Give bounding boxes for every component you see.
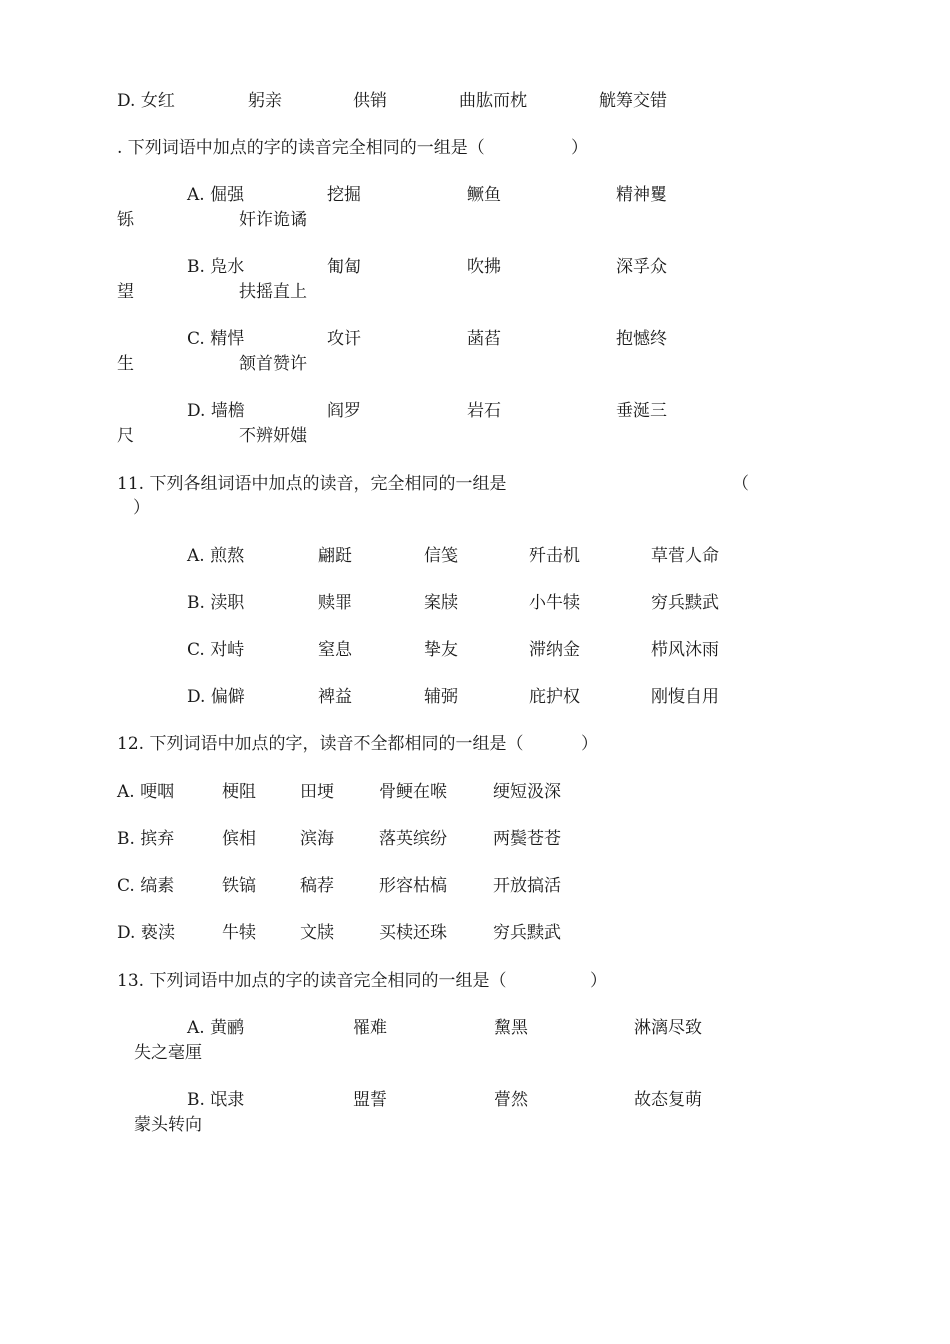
q10-option-a-word: 挖掘: [327, 185, 361, 205]
q13-option-a-word: 罹难: [353, 1018, 387, 1038]
q11-option-d-word: 裨益: [318, 687, 352, 707]
q12-option-b-word: 两鬓苍苍: [493, 829, 561, 849]
q10-option-b-label: B. 凫水: [187, 257, 245, 277]
q11-option-a-word: 歼击机: [529, 546, 580, 566]
q11-option-b-word: 小牛犊: [529, 593, 580, 613]
q11-option-c-word: 挚友: [424, 640, 458, 660]
q12-option-a-word: 田埂: [300, 782, 334, 802]
q11-option-a-label: A. 煎熬: [187, 546, 245, 566]
q10-option-a-label: A. 倔强: [187, 185, 245, 205]
q10-option-a-word-wrap: 铄: [117, 210, 134, 230]
q13-option-a-label: A. 黄鹂: [187, 1018, 245, 1038]
q11-option-d-label: D. 偏僻: [187, 687, 245, 707]
q13-option-b-word: 故态复萌: [634, 1090, 702, 1110]
q13-option-b-word: 瞢然: [494, 1090, 528, 1110]
q11-option-b-word: 穷兵黩武: [651, 593, 719, 613]
q11-option-d-word: 辅弼: [424, 687, 458, 707]
q12-option-b-label: B. 摈弃: [117, 829, 175, 849]
q12-option-d-word: 文牍: [300, 923, 334, 943]
q10-option-c-word-wrap: 生: [117, 354, 134, 374]
q11-option-d-word: 庇护权: [529, 687, 580, 707]
q12-option-d-label: D. 亵渎: [117, 923, 175, 943]
q12-option-b-word: 滨海: [300, 829, 334, 849]
q9-option-d-word: 供销: [353, 91, 387, 111]
q9-option-d-label: D. 女红: [117, 91, 175, 111]
q12-option-c-word: 开放搞活: [493, 876, 561, 896]
q13-option-b-word: 盟誓: [353, 1090, 387, 1110]
q10-option-c-word: 攻讦: [327, 329, 361, 349]
q12-option-c-label: C. 缟素: [117, 876, 175, 896]
q11-option-a-word: 草菅人命: [651, 546, 719, 566]
q10-option-d-word: 阎罗: [327, 401, 361, 421]
q12-option-d-word: 牛犊: [222, 923, 256, 943]
q13-stem: 13. 下列词语中加点的字的读音完全相同的一组是（: [117, 971, 507, 991]
q10-option-c-word: 菡萏: [467, 329, 501, 349]
q12-option-a-word: 骨鲠在喉: [379, 782, 447, 802]
q12-paren-close: ）: [581, 734, 598, 754]
q11-option-a-word: 翩跹: [318, 546, 352, 566]
q12-option-d-word: 买椟还珠: [379, 923, 447, 943]
q10-option-d-word: 岩石: [467, 401, 501, 421]
q12-option-b-word: 傧相: [222, 829, 256, 849]
q10-paren-close: ）: [571, 138, 588, 158]
q12-option-d-word: 穷兵黩武: [493, 923, 561, 943]
q11-paren-close: ）: [133, 498, 150, 518]
q12-option-a-word: 绠短汲深: [493, 782, 561, 802]
q10-option-b-word-wrap: 望: [117, 282, 134, 302]
q9-option-d-word: 躬亲: [248, 91, 282, 111]
q11-option-c-label: C. 对峙: [187, 640, 245, 660]
q11-option-c-word: 栉风沐雨: [651, 640, 719, 660]
q13-option-b-word-wrap: 蒙头转向: [134, 1115, 202, 1135]
q12-option-a-label: A. 哽咽: [117, 782, 175, 802]
q11-option-d-word: 刚愎自用: [651, 687, 719, 707]
q10-option-b-word: 扶摇直上: [239, 282, 307, 302]
q10-option-b-word: 匍匐: [327, 257, 361, 277]
q11-option-c-word: 滞纳金: [529, 640, 580, 660]
q13-option-a-word: 淋漓尽致: [634, 1018, 702, 1038]
q10-stem: . 下列词语中加点的字的读音完全相同的一组是（: [117, 138, 485, 158]
q10-option-a-word: 鳜鱼: [467, 185, 501, 205]
q11-stem: 11. 下列各组词语中加点的读音，完全相同的一组是: [117, 474, 507, 494]
q10-option-c-label: C. 精悍: [187, 329, 245, 349]
q13-option-b-label: B. 氓隶: [187, 1090, 245, 1110]
q10-option-d-word: 不辨妍媸: [239, 426, 307, 446]
q10-option-b-word: 吹拂: [467, 257, 501, 277]
q10-option-b-word: 深孚众: [616, 257, 667, 277]
q12-stem: 12. 下列词语中加点的字，读音不全都相同的一组是（: [117, 734, 524, 754]
q9-option-d-word: 曲肱而枕: [459, 91, 527, 111]
q12-option-c-word: 铁镐: [222, 876, 256, 896]
q10-option-c-word: 颔首赞许: [239, 354, 307, 374]
q11-option-b-word: 赎罪: [318, 593, 352, 613]
q11-option-b-label: B. 渎职: [187, 593, 245, 613]
q13-option-a-word-wrap: 失之毫厘: [134, 1043, 202, 1063]
q11-option-b-word: 案牍: [424, 593, 458, 613]
q10-option-c-word: 抱憾终: [616, 329, 667, 349]
q12-option-c-word: 形容枯槁: [379, 876, 447, 896]
q9-option-d-word: 觥筹交错: [599, 91, 667, 111]
q13-option-a-word: 黧黑: [494, 1018, 528, 1038]
q11-paren-open: （: [732, 474, 749, 494]
q10-option-d-label: D. 墙檐: [187, 401, 245, 421]
q11-option-a-word: 信笺: [424, 546, 458, 566]
q10-option-d-word-wrap: 尺: [117, 426, 134, 446]
q10-option-a-word: 精神矍: [616, 185, 667, 205]
q12-option-a-word: 梗阻: [222, 782, 256, 802]
q12-option-c-word: 稿荐: [300, 876, 334, 896]
q10-option-a-word: 奸诈诡谲: [239, 210, 307, 230]
q10-option-d-word: 垂涎三: [616, 401, 667, 421]
q11-option-c-word: 窒息: [318, 640, 352, 660]
q12-option-b-word: 落英缤纷: [379, 829, 447, 849]
q13-paren-close: ）: [590, 971, 607, 991]
